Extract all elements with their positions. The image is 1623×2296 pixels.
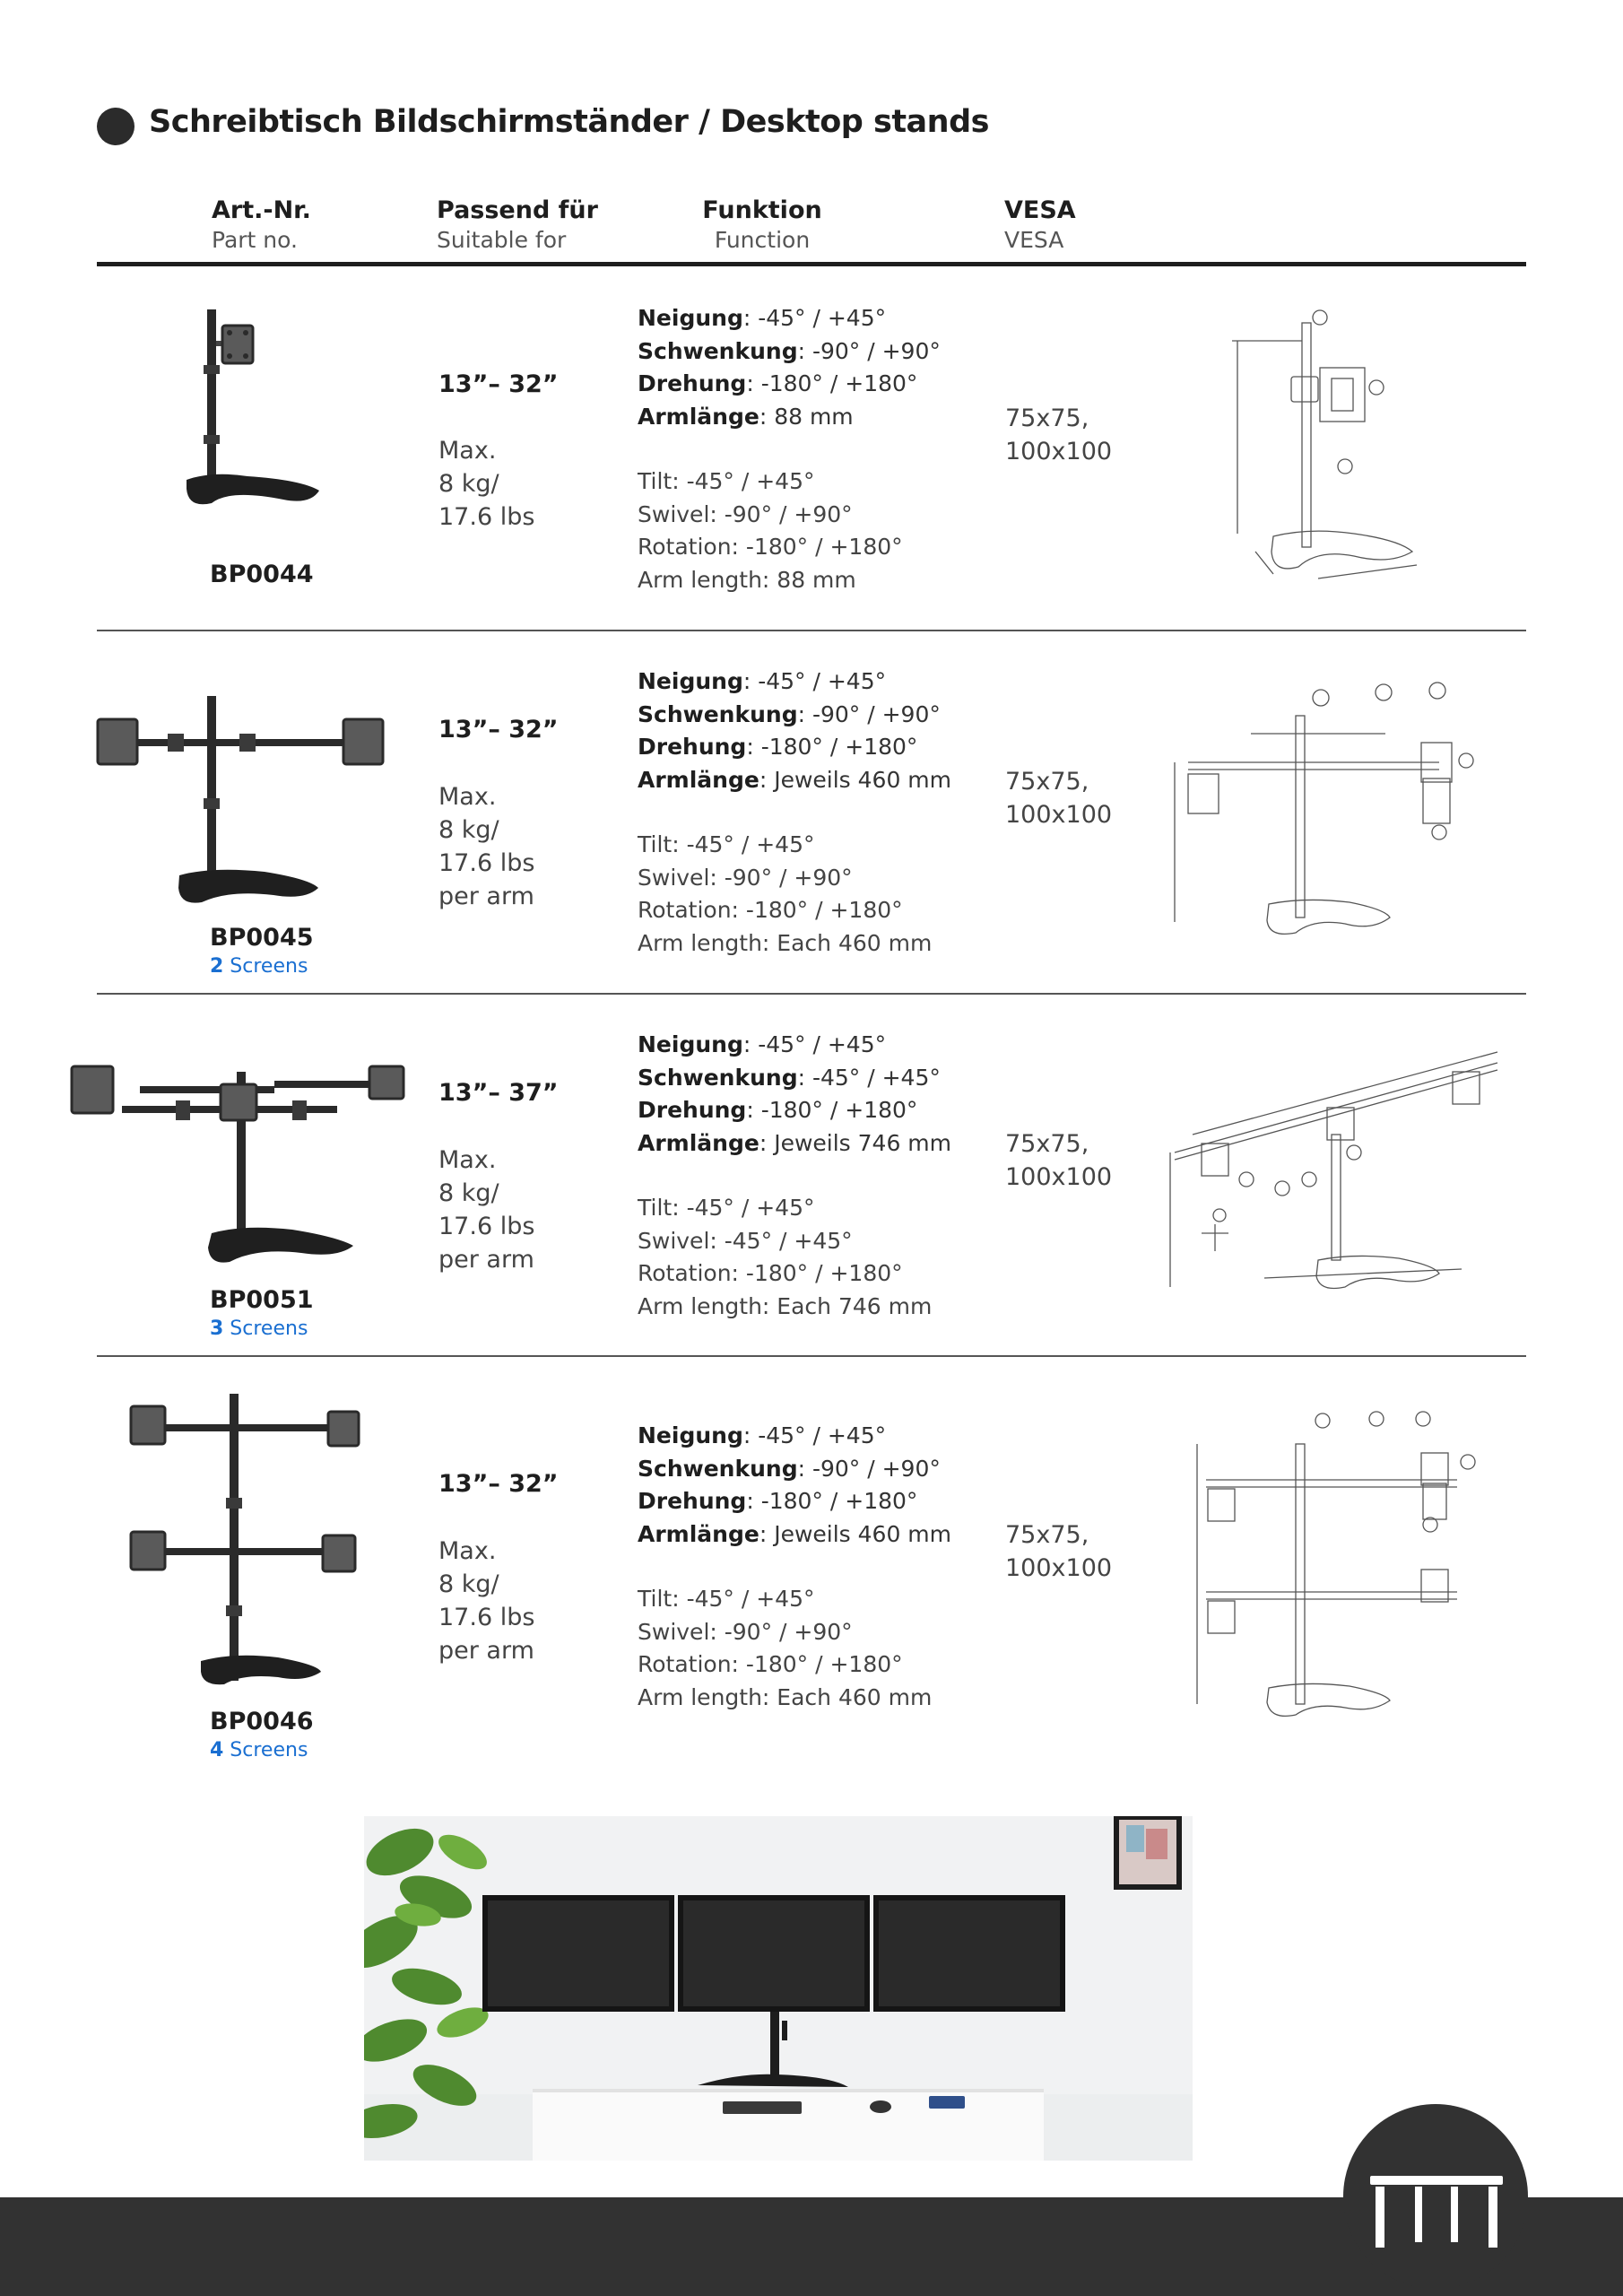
max-load-line: 17.6 lbs	[438, 849, 535, 877]
spec-tilt-en: Tilt: -45° / +45°	[638, 831, 815, 857]
max-load-line: Max.	[438, 1146, 497, 1174]
spec-value: : -45° / +45°	[742, 1031, 887, 1057]
spec-tilt-de	[638, 302, 941, 335]
column-header-function	[628, 196, 897, 255]
spec-label: Schwenkung	[638, 337, 798, 364]
max-load-line: Max.	[438, 783, 497, 811]
screens-label: Screens	[223, 955, 308, 978]
max-load-line: 17.6 lbs	[438, 503, 535, 531]
screens-count	[210, 955, 308, 978]
technical-drawing-single	[1219, 305, 1444, 583]
product-photo-dual-stand	[94, 691, 390, 915]
spec-rotation-de	[638, 368, 941, 401]
spec-rotation-de	[638, 1094, 951, 1127]
max-load	[438, 1535, 534, 1667]
spec-value: : -45° / +45°	[742, 668, 887, 694]
spec-value: : -45° / +45°	[742, 305, 887, 331]
spec-tilt-en: Tilt: -45° / +45°	[638, 468, 815, 494]
spec-tilt-en: Tilt: -45° / +45°	[638, 1195, 815, 1221]
spec-swivel-en: Swivel: -90° / +90°	[638, 1618, 853, 1645]
max-load-line: per arm	[438, 1637, 534, 1665]
screens-label: Screens	[223, 1318, 308, 1340]
spec-label: Drehung	[638, 370, 747, 396]
spec-value: : -90° / +90°	[797, 1455, 941, 1482]
spec-swivel-en: Swivel: -90° / +90°	[638, 864, 853, 891]
row-divider	[97, 1355, 1526, 1357]
spec-swivel-de	[638, 699, 951, 732]
max-load	[438, 1144, 534, 1276]
spec-arm-de	[638, 764, 951, 797]
column-header-part	[212, 196, 311, 255]
spec-value: : 88 mm	[759, 403, 854, 430]
spec-arm-en: Arm length: Each 460 mm	[638, 929, 933, 956]
spec-arm-en: Arm length: Each 746 mm	[638, 1292, 933, 1319]
spec-rotation-en: Rotation: -180° / +180°	[638, 897, 903, 923]
row-divider	[97, 993, 1526, 995]
spec-value: : -90° / +90°	[797, 337, 941, 364]
part-number: BP0046	[210, 1708, 314, 1735]
spec-label: Schwenkung	[638, 1064, 798, 1091]
technical-drawing-triple	[1166, 1045, 1515, 1296]
screen-size: 13”– 37”	[438, 1079, 559, 1107]
technical-drawing-dual	[1170, 680, 1475, 949]
spec-arm-en: Arm length: 88 mm	[638, 566, 856, 593]
column-header-vesa	[1004, 196, 1076, 255]
column-header-suitable	[437, 196, 598, 255]
spec-swivel-en: Swivel: -90° / +90°	[638, 500, 853, 527]
max-load-line: per arm	[438, 1246, 534, 1274]
spec-swivel-de	[638, 1062, 951, 1095]
max-load-line: 8 kg/	[438, 1179, 499, 1207]
spec-label: Schwenkung	[638, 1455, 798, 1482]
column-header-vesa-en: VESA	[1004, 227, 1064, 253]
spec-value: : -90° / +90°	[797, 700, 941, 727]
vesa-line: 100x100	[1005, 1163, 1113, 1191]
spec-label: Armlänge	[638, 403, 759, 430]
column-header-suitable-de: Passend für	[437, 196, 598, 224]
function-specs	[638, 302, 941, 596]
function-specs	[638, 665, 951, 960]
screen-size: 13”– 32”	[438, 1470, 559, 1498]
desk-icon	[1343, 2104, 1528, 2289]
screens-number: 4	[210, 1739, 224, 1761]
vesa-values	[1005, 402, 1112, 468]
vesa-line: 100x100	[1005, 1554, 1113, 1582]
max-load-line: 8 kg/	[438, 816, 499, 844]
vesa-line: 100x100	[1005, 438, 1113, 465]
vesa-line: 75x75,	[1005, 1130, 1089, 1158]
spec-value: : Jeweils 460 mm	[759, 766, 952, 793]
row-divider	[97, 630, 1526, 631]
lifestyle-photo-drawing	[364, 1816, 1193, 2161]
spec-arm-en: Arm length: Each 460 mm	[638, 1683, 933, 1710]
spec-label: Drehung	[638, 734, 747, 760]
spec-label: Neigung	[638, 1031, 743, 1057]
screens-label: Screens	[223, 1739, 308, 1761]
max-load	[438, 780, 534, 913]
max-load-line: Max.	[438, 1537, 497, 1565]
spec-rotation-de	[638, 1485, 951, 1518]
vesa-line: 75x75,	[1005, 768, 1089, 796]
screen-size: 13”– 32”	[438, 716, 559, 744]
spec-label: Schwenkung	[638, 700, 798, 727]
spec-arm-de	[638, 401, 941, 434]
product-photo-single-stand	[176, 300, 337, 516]
product-photo-quad-stand	[126, 1390, 368, 1686]
spec-tilt-de	[638, 665, 951, 699]
max-load-line: 8 kg/	[438, 470, 499, 498]
spec-value: : -180° / +180°	[746, 370, 918, 396]
max-load	[438, 434, 534, 534]
screens-count	[210, 1318, 308, 1340]
spec-arm-de	[638, 1127, 951, 1161]
screens-number: 2	[210, 955, 224, 978]
spec-label: Armlänge	[638, 1129, 759, 1156]
max-load-line: Max.	[438, 437, 497, 465]
spec-value: : Jeweils 746 mm	[759, 1129, 952, 1156]
max-load-line: per arm	[438, 883, 534, 910]
spec-value: : -45° / +45°	[797, 1064, 941, 1091]
spec-label: Neigung	[638, 305, 743, 331]
footer-badge	[1343, 2104, 1528, 2289]
vesa-values	[1005, 765, 1112, 831]
spec-label: Drehung	[638, 1488, 747, 1514]
spec-swivel-en: Swivel: -45° / +45°	[638, 1227, 853, 1254]
spec-tilt-de	[638, 1029, 951, 1062]
screen-size: 13”– 32”	[438, 370, 559, 398]
header-rule	[97, 262, 1526, 266]
spec-value: : -180° / +180°	[746, 734, 918, 760]
max-load-line: 17.6 lbs	[438, 1213, 535, 1240]
lifestyle-photo	[364, 1816, 1193, 2161]
vesa-line: 100x100	[1005, 801, 1113, 829]
part-number: BP0044	[210, 561, 314, 588]
page-title: Schreibtisch Bildschirmständer / Desktop stands	[149, 104, 989, 140]
column-header-function-de: Funktion	[702, 196, 822, 224]
spec-rotation-en: Rotation: -180° / +180°	[638, 1651, 903, 1677]
spec-rotation-de	[638, 731, 951, 764]
spec-rotation-en: Rotation: -180° / +180°	[638, 1260, 903, 1286]
spec-value: : -180° / +180°	[746, 1097, 918, 1123]
vesa-line: 75x75,	[1005, 1521, 1089, 1549]
function-specs	[638, 1029, 951, 1323]
spec-label: Drehung	[638, 1097, 747, 1123]
column-header-function-en: Function	[714, 227, 811, 253]
part-number: BP0045	[210, 924, 314, 952]
screens-number: 3	[210, 1318, 224, 1340]
spec-label: Neigung	[638, 1422, 743, 1448]
column-header-part-de: Art.-Nr.	[212, 196, 311, 224]
spec-label: Armlänge	[638, 766, 759, 793]
column-header-suitable-en: Suitable for	[437, 227, 567, 253]
vesa-line: 75x75,	[1005, 404, 1089, 432]
spec-tilt-de	[638, 1420, 951, 1453]
vesa-values	[1005, 1127, 1112, 1194]
function-specs	[638, 1420, 951, 1714]
spec-label: Neigung	[638, 668, 743, 694]
spec-value: : -45° / +45°	[742, 1422, 887, 1448]
column-header-vesa-de: VESA	[1004, 196, 1076, 224]
screens-count	[210, 1739, 308, 1761]
spec-label: Armlänge	[638, 1520, 759, 1547]
max-load-line: 17.6 lbs	[438, 1604, 535, 1631]
max-load-line: 8 kg/	[438, 1570, 499, 1598]
spec-arm-de	[638, 1518, 951, 1552]
section-bullet-icon	[97, 108, 135, 145]
column-header-part-en: Part no.	[212, 227, 298, 253]
part-number: BP0051	[210, 1286, 314, 1314]
spec-swivel-de	[638, 1453, 951, 1486]
spec-tilt-en: Tilt: -45° / +45°	[638, 1586, 815, 1612]
spec-swivel-de	[638, 335, 941, 369]
technical-drawing-quad	[1188, 1408, 1484, 1731]
spec-rotation-en: Rotation: -180° / +180°	[638, 534, 903, 560]
vesa-values	[1005, 1518, 1112, 1585]
spec-value: : Jeweils 460 mm	[759, 1520, 952, 1547]
product-photo-triple-stand	[68, 1054, 409, 1278]
spec-value: : -180° / +180°	[746, 1488, 918, 1514]
